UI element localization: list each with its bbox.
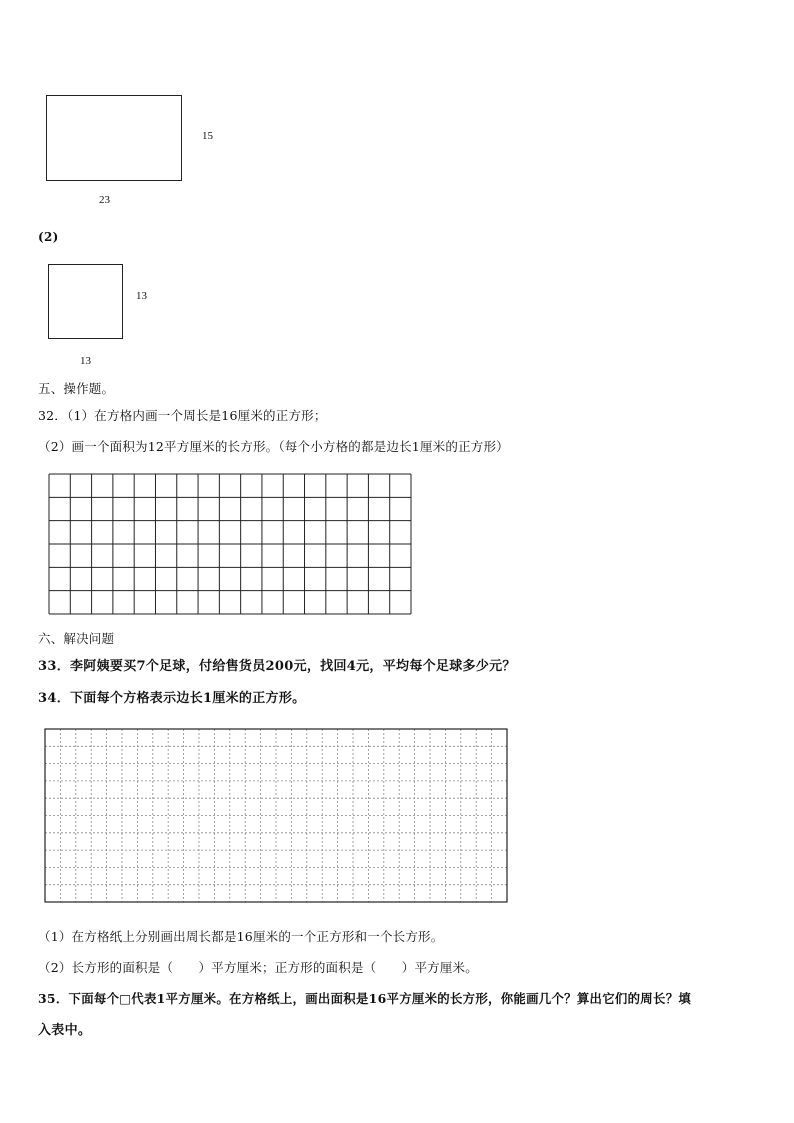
rectangle-width-label: 23 xyxy=(99,194,110,206)
question-35-line2: 入表中。 xyxy=(38,1023,92,1038)
question-34-sub2: （2）长方形的面积是（ ）平方厘米；正方形的面积是（ ）平方厘米。 xyxy=(38,960,478,975)
grid-34 xyxy=(44,728,508,903)
question-32-line1: 32．（1）在方格内画一个周长是16厘米的正方形； xyxy=(38,408,327,423)
rectangle-height-label: 15 xyxy=(202,130,213,142)
square-height-label: 13 xyxy=(136,290,147,302)
section-heading: 五、操作题。 xyxy=(38,381,115,396)
question-32-line2: （2）画一个面积为12平方厘米的长方形。（每个小方格的都是边长1厘米的正方形） xyxy=(38,439,509,454)
rectangle-figure xyxy=(46,95,182,181)
grid-32 xyxy=(48,473,412,615)
square-width-label: 13 xyxy=(80,355,91,367)
square-figure xyxy=(48,264,123,339)
question-34: 34．下面每个方格表示边长1厘米的正方形。 xyxy=(38,691,306,706)
section-heading-6: 六、解决问题 xyxy=(38,631,115,646)
figure-marker: (2) xyxy=(38,230,59,244)
question-34-sub1: （1）在方格纸上分别画出周长都是16厘米的一个正方形和一个长方形。 xyxy=(38,929,444,944)
question-33: 33．李阿姨要买7个足球，付给售货员200元，找回4元，平均每个足球多少元？ xyxy=(38,659,516,674)
question-35-line1: 35．下面每个□代表1平方厘米。在方格纸上，画出面积是16平方厘米的长方形，你能画几个？算出它们的周长？填 xyxy=(38,991,692,1006)
